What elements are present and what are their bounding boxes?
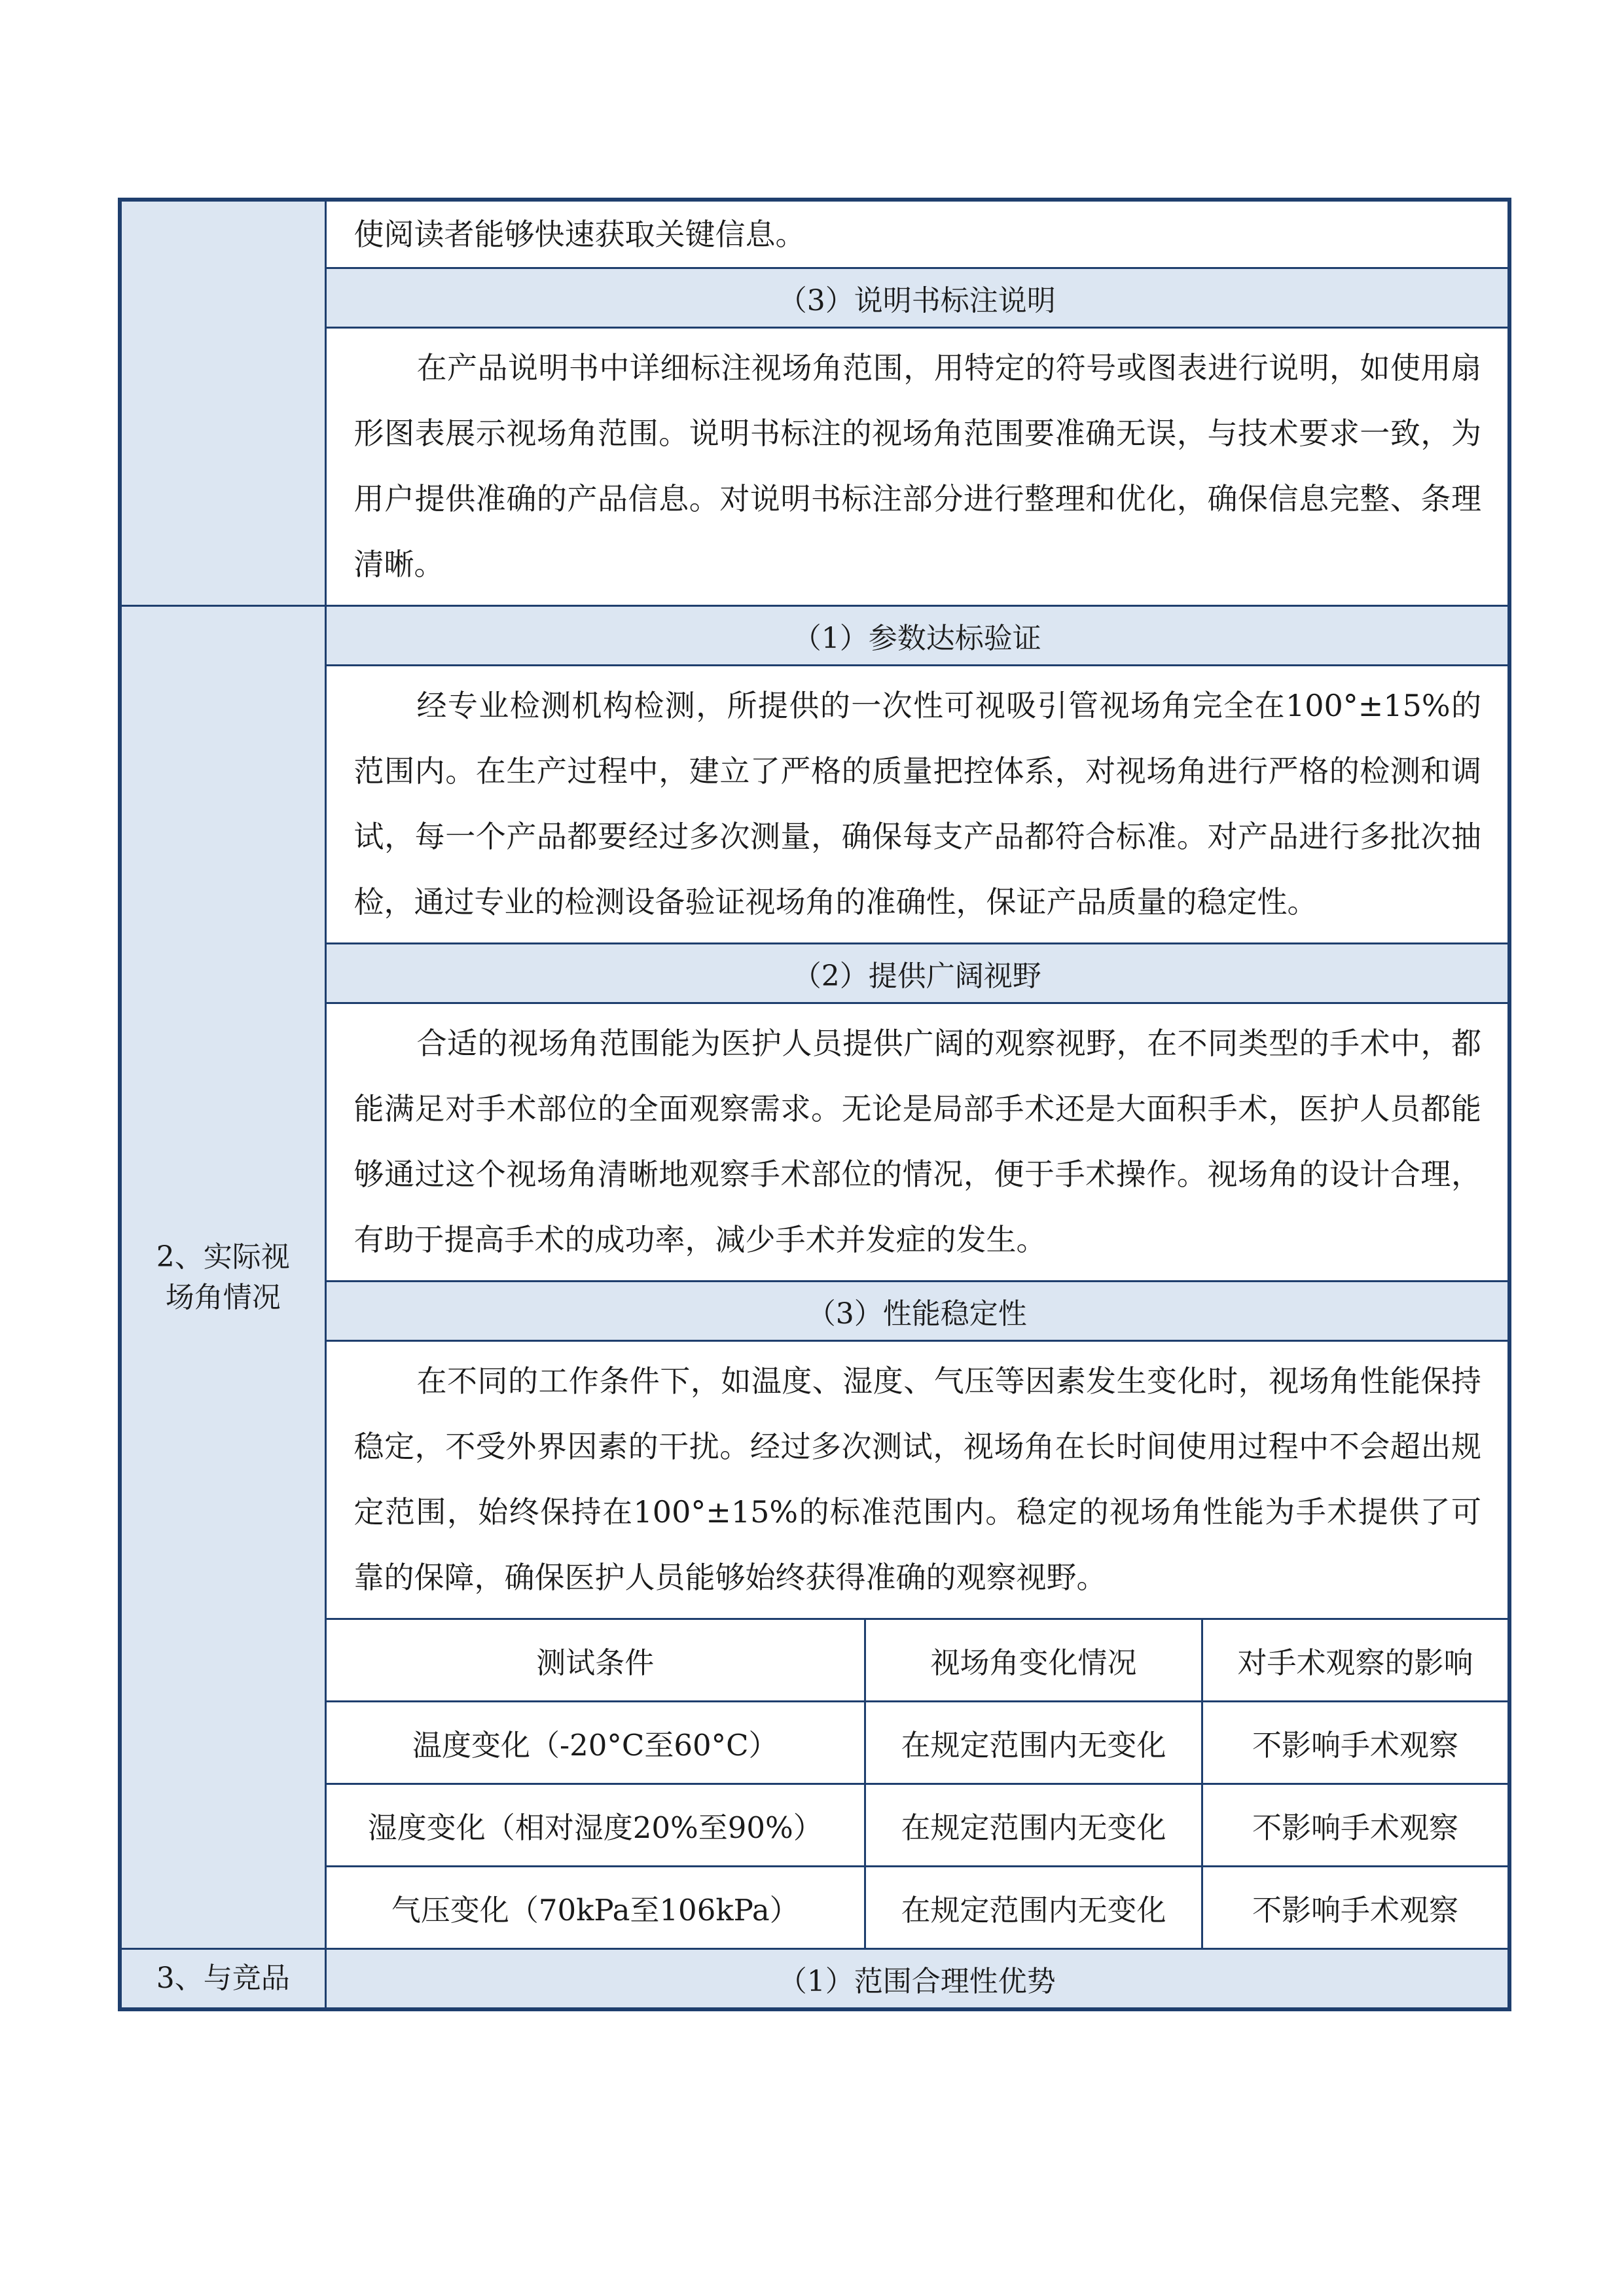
table-row	[120, 1282, 1509, 1341]
test-results-table	[327, 1620, 1508, 1948]
cell-condition: 温度变化（-20°C至60°C）	[327, 1702, 865, 1784]
cell-condition: 湿度变化（相对湿度20%至90%）	[327, 1784, 865, 1867]
table-row	[120, 666, 1509, 944]
continuation-paragraph: 使阅读者能够快速获取关键信息。	[325, 200, 1509, 268]
cell-fov-change: 在规定范围内无变化	[865, 1867, 1202, 1948]
subheading-manual-annotation: （3）说明书标注说明	[325, 268, 1509, 328]
header-surgical-impact: 对手术观察的影响	[1202, 1620, 1508, 1702]
section-label-text: 2、实际视场角情况	[156, 1240, 290, 1314]
test-table-row	[327, 1784, 1508, 1867]
document-table	[118, 198, 1511, 2011]
subheading-range-advantage: （1）范围合理性优势	[325, 1949, 1509, 2010]
table-row	[120, 328, 1509, 606]
cell-impact: 不影响手术观察	[1202, 1702, 1508, 1784]
table-row	[120, 944, 1509, 1003]
table-row	[120, 1619, 1509, 1949]
section-label-actual-fov	[120, 606, 325, 1949]
test-results-container	[325, 1619, 1509, 1949]
cell-fov-change: 在规定范围内无变化	[865, 1784, 1202, 1867]
subheading-wide-view: （2）提供广阔视野	[325, 944, 1509, 1003]
table-row	[120, 268, 1509, 328]
paragraph-stability: 在不同的工作条件下，如温度、湿度、气压等因素发生变化时，视场角性能保持稳定，不受外界因素的干扰。经过多次测试，视场角在长时间使用过程中不会超出规定范围，始终保持在100°±15%的标准范围内。稳定的视场角性能为手术提供了可靠的保障，确保医护人员能够始终获得准确的观察视野。	[325, 1341, 1509, 1619]
cell-impact: 不影响手术观察	[1202, 1867, 1508, 1948]
section-label-empty	[120, 200, 325, 606]
header-test-condition: 测试条件	[327, 1620, 865, 1702]
paragraph-manual-annotation: 在产品说明书中详细标注视场角范围，用特定的符号或图表进行说明，如使用扇形图表展示视场角范围。说明书标注的视场角范围要准确无误，与技术要求一致，为用户提供准确的产品信息。对说明书标注部分进行整理和优化，确保信息完整、条理清晰。	[325, 328, 1509, 606]
table-row	[120, 200, 1509, 268]
test-table-header-row	[327, 1620, 1508, 1702]
section-label-competitor: 3、与竞品	[120, 1949, 325, 2010]
test-table-row	[327, 1867, 1508, 1948]
table-row	[120, 606, 1509, 666]
test-table-row	[327, 1702, 1508, 1784]
cell-condition: 气压变化（70kPa至106kPa）	[327, 1867, 865, 1948]
table-row	[120, 1949, 1509, 2010]
table-row	[120, 1003, 1509, 1282]
subheading-parameter-verification: （1）参数达标验证	[325, 606, 1509, 666]
cell-impact: 不影响手术观察	[1202, 1784, 1508, 1867]
table-row	[120, 1341, 1509, 1619]
paragraph-wide-view: 合适的视场角范围能为医护人员提供广阔的观察视野，在不同类型的手术中，都能满足对手术部位的全面观察需求。无论是局部手术还是大面积手术，医护人员都能够通过这个视场角清晰地观察手术部位的情况，便于手术操作。视场角的设计合理，有助于提高手术的成功率，减少手术并发症的发生。	[325, 1003, 1509, 1282]
header-fov-change: 视场角变化情况	[865, 1620, 1202, 1702]
subheading-stability: （3）性能稳定性	[325, 1282, 1509, 1341]
cell-fov-change: 在规定范围内无变化	[865, 1702, 1202, 1784]
paragraph-parameter-verification: 经专业检测机构检测，所提供的一次性可视吸引管视场角完全在100°±15%的范围内。在生产过程中，建立了严格的质量把控体系，对视场角进行严格的检测和调试，每一个产品都要经过多次测量，确保每支产品都符合标准。对产品进行多批次抽检，通过专业的检测设备验证视场角的准确性，保证产品质量的稳定性。	[325, 666, 1509, 944]
